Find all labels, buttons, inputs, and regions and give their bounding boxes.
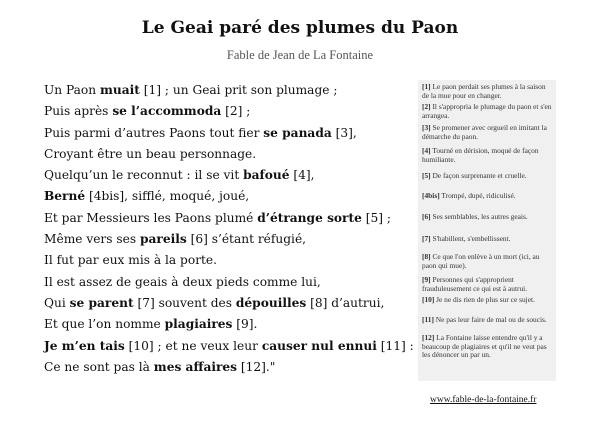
footnote-text: S'habillent, s'embellissent. bbox=[430, 234, 511, 243]
poem-keyword: Berné bbox=[44, 189, 86, 204]
poem-keyword: bafoué bbox=[243, 168, 290, 183]
footnote-ref: [2] bbox=[422, 102, 431, 111]
poem-line bbox=[44, 123, 414, 144]
poem-text: [10] ; et ne veux leur bbox=[124, 338, 262, 353]
footnote-text: Je ne dis rien de plus sur ce sujet. bbox=[434, 295, 535, 304]
website-link[interactable]: www.fable-de-la-fontaine.fr bbox=[430, 395, 537, 405]
poem-keyword: muait bbox=[99, 83, 140, 97]
poem-line bbox=[44, 250, 414, 271]
poem-keyword: causer nul ennui bbox=[261, 338, 377, 353]
poem-line bbox=[44, 336, 414, 357]
footnote bbox=[422, 276, 554, 293]
footnote bbox=[422, 253, 554, 270]
footnote bbox=[422, 172, 554, 181]
poem-line bbox=[44, 293, 414, 314]
poem-text: [7] souvent des bbox=[133, 295, 236, 310]
poem-text: [2] ; bbox=[221, 104, 251, 119]
footnote-ref: [1] bbox=[422, 82, 431, 91]
footnote-text: Ne pas leur faire de mal ou de soucis. bbox=[433, 315, 547, 324]
footnote bbox=[422, 316, 554, 325]
footnote bbox=[422, 334, 554, 360]
footnote-text: Le paon perdait ses plumes à la saison de la mue pour en changer. bbox=[422, 82, 546, 100]
poem-text: [4bis], sifflé, moqué, joué, bbox=[85, 189, 250, 204]
footnote-text: Ses semblables, les autres geais. bbox=[430, 212, 528, 221]
poem-text: [8] d’autrui, bbox=[306, 295, 385, 310]
poem-text: Et par Messieurs les Paons plumé bbox=[44, 210, 258, 225]
poem-keyword: plagiaires bbox=[164, 317, 233, 332]
poem-text: [3], bbox=[331, 125, 357, 140]
poem-text: [6] s’étant réfugié, bbox=[186, 232, 307, 247]
footnote-ref: [4bis] bbox=[422, 191, 440, 200]
poem-text: [5] ; bbox=[361, 210, 391, 225]
footnote bbox=[422, 192, 554, 201]
poem-text: [4], bbox=[289, 168, 315, 183]
poem-line bbox=[44, 101, 414, 122]
footnote bbox=[422, 124, 554, 141]
footnote-ref: [10] bbox=[422, 295, 435, 304]
poem-text: [11] : bbox=[376, 338, 414, 353]
footnote-ref: [3] bbox=[422, 123, 431, 132]
footnote bbox=[422, 83, 554, 100]
poem-text: Quelqu’un le reconnut : il se vit bbox=[44, 168, 244, 183]
poem-text: Même vers ses bbox=[44, 232, 140, 247]
poem-body bbox=[44, 80, 414, 378]
poem-keyword: se parent bbox=[69, 295, 134, 310]
poem-text: Puis après bbox=[44, 104, 113, 119]
footnote-text: Trompé, dupé, ridiculisé. bbox=[439, 191, 516, 200]
footnote-text: De façon surprenante et cruelle. bbox=[430, 171, 527, 180]
poem-keyword: se l’accommoda bbox=[112, 104, 222, 119]
poem-text: Il est assez de geais à deux pieds comme lui, bbox=[44, 274, 321, 289]
poem-line bbox=[44, 144, 414, 165]
page-title: Le Geai paré des plumes du Paon bbox=[141, 18, 459, 38]
poem-text: Puis parmi d’autres Paons tout fier bbox=[44, 125, 264, 140]
poem-text: Et que l’on nomme bbox=[44, 317, 165, 332]
footnote-ref: [12] bbox=[422, 333, 435, 342]
footnote-text: La Fontaine laisse entendre qu'il y a beaucoup de plagiaires et qu'il ne veut pas les dénoncer un par un. bbox=[422, 333, 547, 360]
poem-line bbox=[44, 80, 414, 101]
footnote-text: Il s'appropria le plumage du paon et s'en arrangea. bbox=[422, 102, 552, 120]
footnote-text: Se promener avec orgueil en imitant la démarche du paon. bbox=[422, 123, 547, 141]
footnote-text: Tourné en dérision, moqué de façon humiliante. bbox=[422, 146, 539, 164]
footnote bbox=[422, 103, 554, 120]
footnote-ref: [4] bbox=[422, 146, 431, 155]
poem-keyword: se panada bbox=[263, 125, 332, 140]
footnote bbox=[422, 213, 554, 222]
page-subtitle: Fable de Jean de La Fontaine bbox=[226, 48, 374, 62]
poem-text: Croyant être un beau personnage. bbox=[44, 146, 257, 161]
poem-text: Un Paon bbox=[44, 83, 100, 97]
footnote-ref: [11] bbox=[422, 315, 434, 324]
poem-text: [9]. bbox=[232, 317, 258, 332]
footnote-text: Ce que l'on enlève à un mort (ici, au paon qui mue). bbox=[422, 252, 540, 270]
poem-keyword: Je m’en tais bbox=[44, 338, 125, 353]
poem-text: Il fut par eux mis à la porte. bbox=[44, 253, 218, 268]
footnote-ref: [7] bbox=[422, 234, 431, 243]
footnote-ref: [5] bbox=[422, 171, 431, 180]
poem-text: Ce ne sont pas là bbox=[44, 359, 154, 374]
footnote bbox=[422, 296, 554, 305]
footnotes-panel bbox=[418, 80, 556, 381]
poem-line bbox=[44, 314, 414, 335]
poem-keyword: dépouilles bbox=[235, 295, 307, 310]
poem-line bbox=[44, 272, 414, 293]
poem-keyword: mes affaires bbox=[153, 359, 238, 374]
footnote-ref: [6] bbox=[422, 212, 431, 221]
poem-text: [12]." bbox=[237, 359, 276, 374]
footnote bbox=[422, 147, 554, 164]
footnote bbox=[422, 235, 554, 244]
poem-line bbox=[44, 165, 414, 186]
poem-text: [1] ; un Geai prit son plumage ; bbox=[139, 83, 338, 97]
poem-text: Qui bbox=[44, 295, 70, 310]
poem-line bbox=[44, 229, 414, 250]
footnote-ref: [8] bbox=[422, 252, 431, 261]
poem-line bbox=[44, 208, 414, 229]
footnote-text: Personnes qui s'approprient frauduleusement ce qui est à autrui. bbox=[422, 275, 528, 293]
poem-line bbox=[44, 186, 414, 207]
poem-keyword: d’étrange sorte bbox=[257, 210, 362, 225]
poem-line bbox=[44, 357, 414, 378]
footnote-ref: [9] bbox=[422, 275, 431, 284]
poem-keyword: pareils bbox=[139, 232, 187, 247]
